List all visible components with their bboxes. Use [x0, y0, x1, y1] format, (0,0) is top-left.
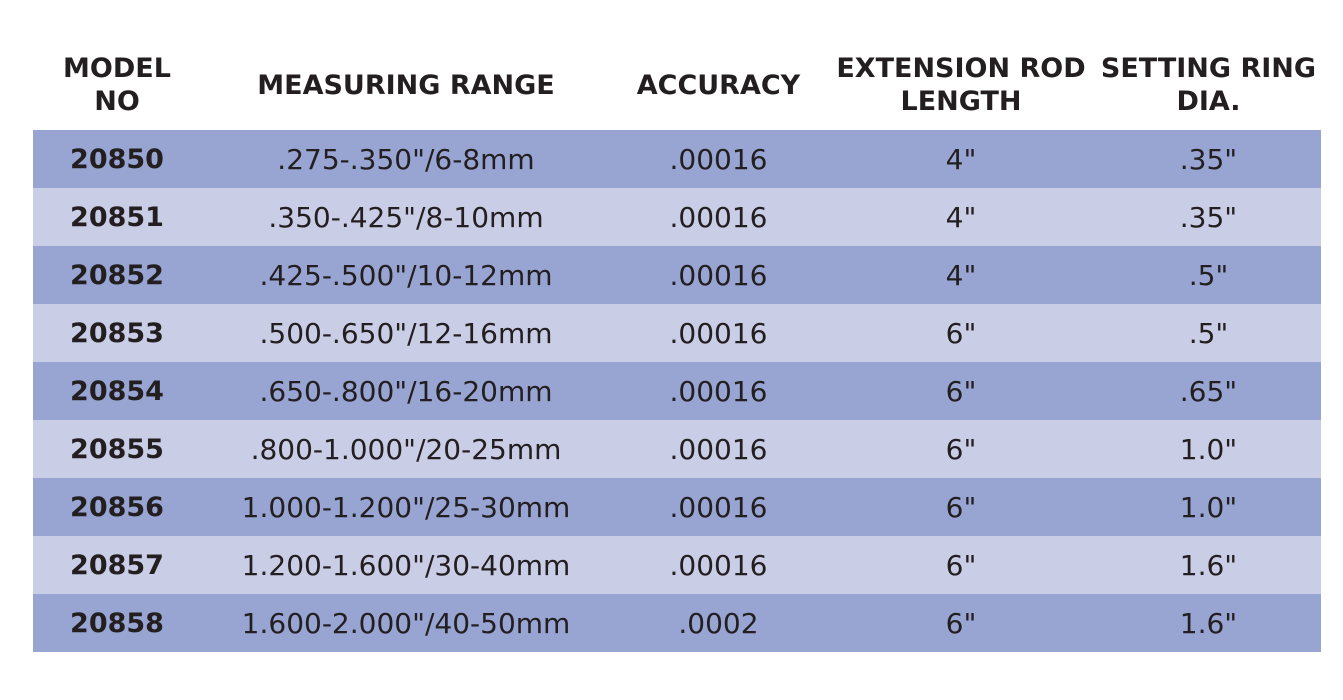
cell-accuracy: .00016	[611, 362, 826, 420]
cell-range: 1.200-1.600"/30-40mm	[201, 536, 611, 594]
cell-range: .650-.800"/16-20mm	[201, 362, 611, 420]
header-model-no	[33, 40, 201, 130]
table-row	[33, 188, 1321, 246]
cell-range: .275-.350"/6-8mm	[201, 130, 611, 188]
spec-table	[33, 40, 1321, 652]
cell-accuracy: .00016	[611, 130, 826, 188]
cell-accuracy: .00016	[611, 304, 826, 362]
header-accuracy	[611, 40, 826, 130]
header-line: MODEL	[63, 53, 171, 84]
cell-accuracy: .00016	[611, 420, 826, 478]
cell-ring-dia: 1.0"	[1096, 478, 1321, 536]
cell-accuracy: .00016	[611, 188, 826, 246]
table-row	[33, 304, 1321, 362]
cell-rod-length: 6"	[826, 304, 1096, 362]
cell-range: .800-1.000"/20-25mm	[201, 420, 611, 478]
cell-model: 20856	[33, 478, 201, 536]
cell-ring-dia: .5"	[1096, 304, 1321, 362]
table-row	[33, 130, 1321, 188]
cell-ring-dia: 1.6"	[1096, 536, 1321, 594]
cell-ring-dia: 1.0"	[1096, 420, 1321, 478]
cell-accuracy: .00016	[611, 478, 826, 536]
header-row	[33, 40, 1321, 130]
cell-rod-length: 4"	[826, 246, 1096, 304]
cell-rod-length: 6"	[826, 362, 1096, 420]
cell-ring-dia: .5"	[1096, 246, 1321, 304]
cell-rod-length: 4"	[826, 188, 1096, 246]
cell-accuracy: .00016	[611, 536, 826, 594]
header-line: NO	[94, 86, 140, 117]
cell-rod-length: 6"	[826, 594, 1096, 652]
header-line: LENGTH	[900, 86, 1022, 117]
table-row	[33, 478, 1321, 536]
cell-ring-dia: 1.6"	[1096, 594, 1321, 652]
table-row	[33, 536, 1321, 594]
cell-range: 1.000-1.200"/25-30mm	[201, 478, 611, 536]
cell-ring-dia: .35"	[1096, 188, 1321, 246]
cell-range: 1.600-2.000"/40-50mm	[201, 594, 611, 652]
cell-ring-dia: .35"	[1096, 130, 1321, 188]
cell-model: 20854	[33, 362, 201, 420]
header-extension-rod-length	[826, 40, 1096, 130]
cell-ring-dia: .65"	[1096, 362, 1321, 420]
cell-rod-length: 6"	[826, 536, 1096, 594]
cell-range: .425-.500"/10-12mm	[201, 246, 611, 304]
table-row	[33, 420, 1321, 478]
header-line: EXTENSION ROD	[836, 53, 1086, 84]
header-measuring-range	[201, 40, 611, 130]
cell-rod-length: 4"	[826, 130, 1096, 188]
cell-model: 20853	[33, 304, 201, 362]
header-line: SETTING RING	[1100, 53, 1317, 84]
table-row	[33, 594, 1321, 652]
cell-range: .350-.425"/8-10mm	[201, 188, 611, 246]
cell-model: 20855	[33, 420, 201, 478]
cell-model: 20857	[33, 536, 201, 594]
cell-range: .500-.650"/12-16mm	[201, 304, 611, 362]
cell-rod-length: 6"	[826, 478, 1096, 536]
header-setting-ring-dia	[1096, 40, 1321, 130]
cell-model: 20850	[33, 130, 201, 188]
header-line: ACCURACY	[636, 69, 801, 101]
cell-model: 20858	[33, 594, 201, 652]
cell-accuracy: .0002	[611, 594, 826, 652]
cell-model: 20851	[33, 188, 201, 246]
table-row	[33, 362, 1321, 420]
cell-rod-length: 6"	[826, 420, 1096, 478]
table-row	[33, 246, 1321, 304]
cell-accuracy: .00016	[611, 246, 826, 304]
header-line: DIA.	[1176, 86, 1241, 117]
header-line: MEASURING RANGE	[257, 69, 555, 101]
cell-model: 20852	[33, 246, 201, 304]
